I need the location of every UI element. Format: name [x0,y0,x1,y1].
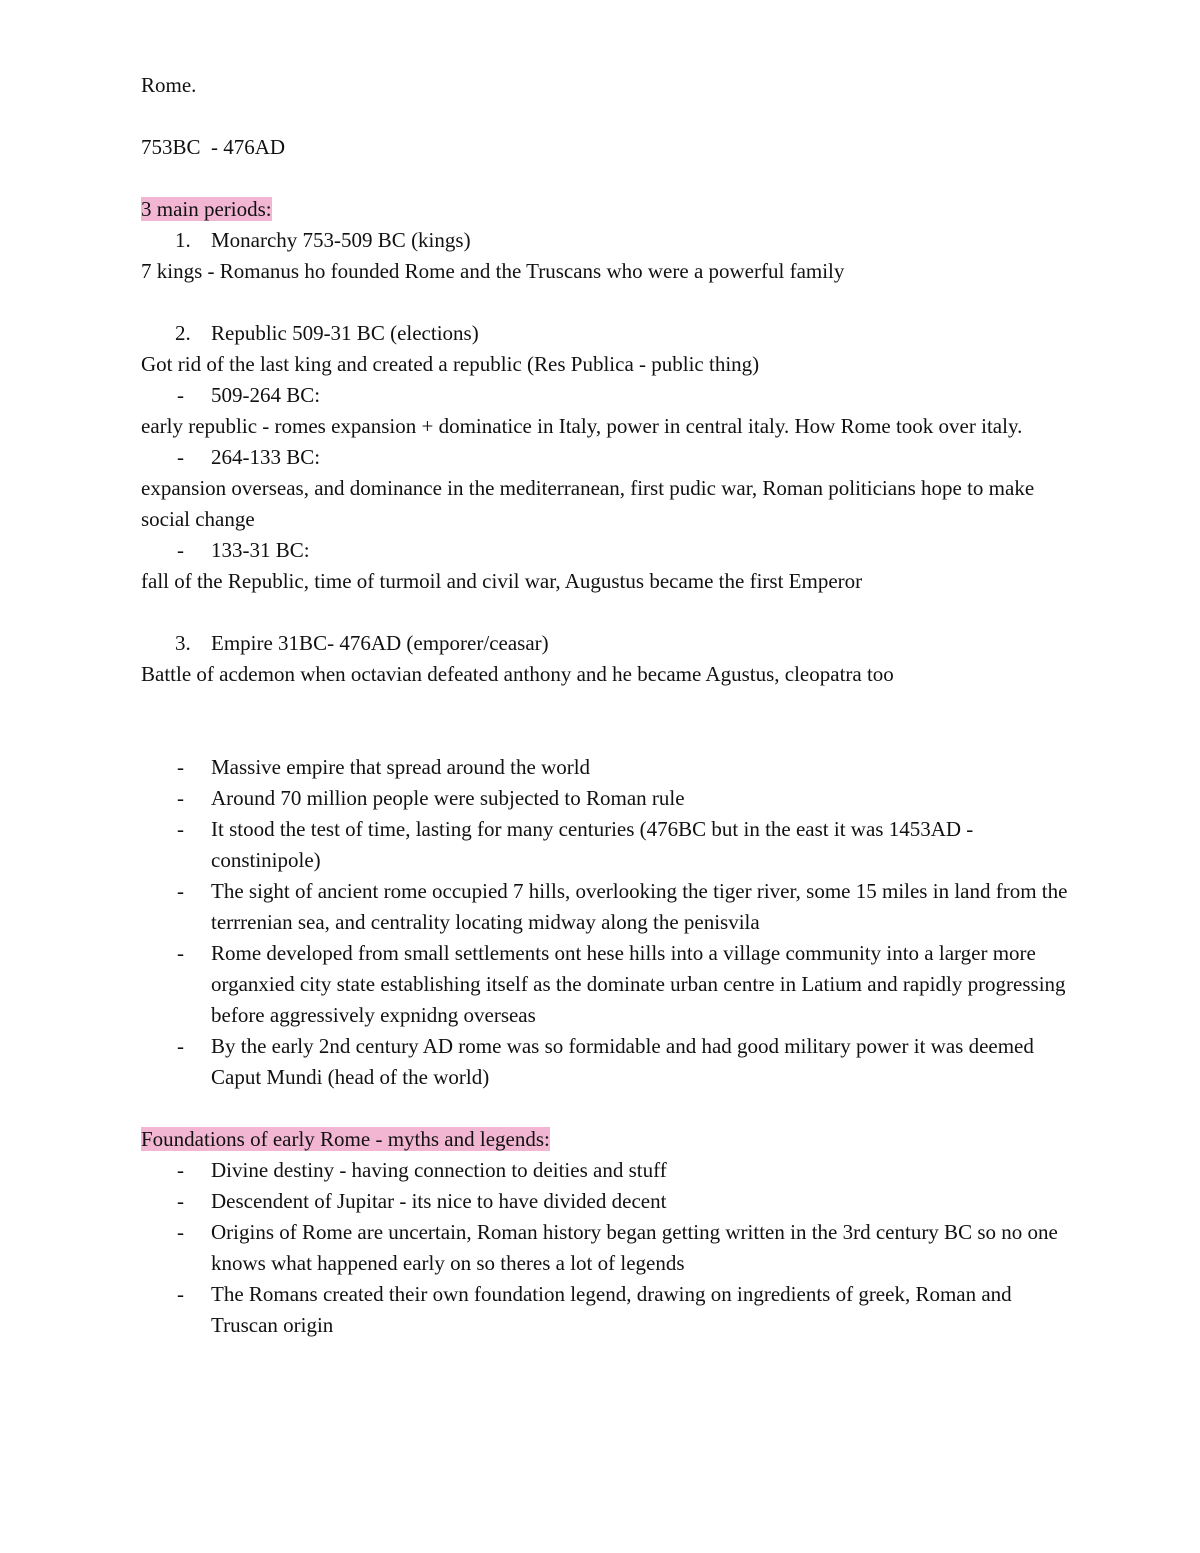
spacer [141,287,1071,318]
periods-heading-highlight: 3 main periods: [141,197,272,221]
list-item [141,752,1071,783]
list-item-text: Descendent of Jupitar - its nice to have divided decent [211,1189,667,1213]
foundation-points-list [141,1155,1071,1341]
dash-marker: - [177,1282,184,1306]
list-item [141,1155,1071,1186]
dash-marker: - [177,755,184,779]
phase-note: expansion overseas, and dominance in the mediterranean, first pudic war, Roman politicians hope to make social change [141,476,1040,531]
period-text: Republic 509-31 BC (elections) [211,321,479,345]
spacer [141,163,1071,194]
list-item [141,814,1071,876]
list-item-text: The Romans created their own foundation legend, drawing on ingredients of greek, Roman and Truscan origin [211,1282,1012,1337]
phase-text: 264-133 BC: [211,445,321,469]
list-item-text: Massive empire that spread around the world [211,755,591,779]
dash-marker: - [177,1158,184,1182]
list-item [141,1217,1071,1279]
list-item [141,1279,1071,1341]
foundations-heading-highlight: Foundations of early Rome - myths and legends: [141,1127,550,1151]
dash-marker: - [177,941,184,965]
list-item-text: By the early 2nd century AD rome was so formidable and had good military power it was deemed Caput Mundi (head of the world) [211,1034,1034,1089]
spacer [141,690,1071,721]
dash-marker: - [177,786,184,810]
period-note: Got rid of the last king and created a republic (Res Publica - public thing) [141,352,760,376]
dash-marker: - [177,445,184,469]
republic-phase-3 [141,535,1071,566]
period-item-republic [141,318,1071,349]
spacer [141,597,1071,628]
dash-marker: - [177,817,184,841]
list-item [141,1186,1071,1217]
period-note: Battle of acdemon when octavian defeated anthony and he became Agustus, cleopatra too [141,662,894,686]
list-item-text: Divine destiny - having connection to deities and stuff [211,1158,667,1182]
doc-dates: 753BC - 476AD [141,135,286,159]
list-item [141,1031,1071,1093]
dash-marker: - [177,1034,184,1058]
list-item [141,876,1071,938]
phase-text: 133-31 BC: [211,538,310,562]
republic-phase-2 [141,442,1071,473]
period-text: Empire 31BC- 476AD (emporer/ceasar) [211,631,549,655]
list-item [141,938,1071,1031]
period-note: 7 kings - Romanus ho founded Rome and the Truscans who were a powerful family [141,259,845,283]
list-number: 3. [175,631,191,655]
document-page [141,70,1071,1341]
list-item-text: Origins of Rome are uncertain, Roman history began getting written in the 3rd century BC so no one knows what happened early on so theres a lot of legends [211,1220,1058,1275]
phase-note: early republic - romes expansion + dominatice in Italy, power in central italy. How Rome took over italy. [141,414,1023,438]
period-item-empire [141,628,1071,659]
period-text: Monarchy 753-509 BC (kings) [211,228,471,252]
list-number: 2. [175,321,191,345]
list-item-text: Around 70 million people were subjected to Roman rule [211,786,685,810]
doc-title: Rome. [141,73,197,97]
dash-marker: - [177,879,184,903]
dash-marker: - [177,383,184,407]
dash-marker: - [177,1220,184,1244]
dash-marker: - [177,538,184,562]
list-item-text: It stood the test of time, lasting for many centuries (476BC but in the east it was 1453AD - constinipole) [211,817,974,872]
phase-text: 509-264 BC: [211,383,321,407]
empire-points-list [141,752,1071,1093]
dash-marker: - [177,1189,184,1213]
list-number: 1. [175,228,191,252]
spacer [141,1093,1071,1124]
spacer [141,101,1071,132]
list-item [141,783,1071,814]
list-item-text: The sight of ancient rome occupied 7 hills, overlooking the tiger river, some 15 miles in land from the terrrenian sea, and centrality locating midway along the penisvila [211,879,1068,934]
periods-heading [141,194,1071,225]
spacer [141,721,1071,752]
list-item-text: Rome developed from small settlements ont hese hills into a village community into a larger more organxied city state establishing itself as the dominate urban centre in Latium and rapidly progressing before aggressively expnidng overseas [211,941,1066,1027]
phase-note: fall of the Republic, time of turmoil and civil war, Augustus became the first Emperor [141,569,863,593]
foundations-heading [141,1124,1071,1155]
period-item-monarchy [141,225,1071,256]
republic-phase-1 [141,380,1071,411]
